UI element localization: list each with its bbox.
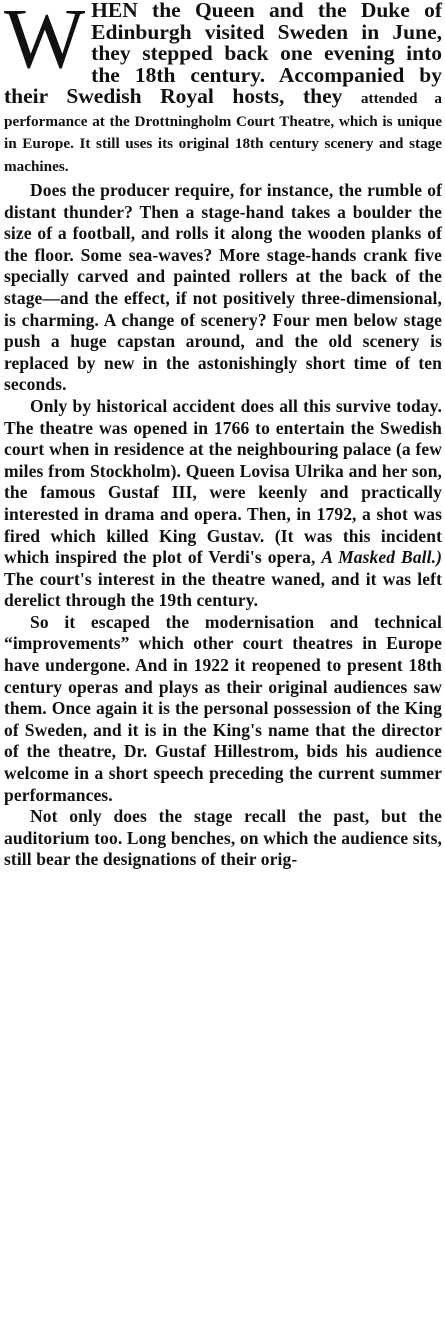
opera-title: A Masked Ball.) xyxy=(321,547,442,568)
lead-paragraph xyxy=(4,0,442,176)
article xyxy=(4,0,442,871)
lead-small-text: attended a performance at the Drottningholm Court Theatre, which is unique in Europe. It still uses its original 18th century scenery and stage machines. xyxy=(4,90,443,175)
paragraph-2-text: Only by historical accident does all this survive today. The theatre was opened in 1766 to entertain the Swedish court when in residence at the neighbouring palace (a few miles from Stockholm). Queen Lovisa Ulrika and her son, the famous Gustaf III, were keenly and practically interested in drama and opera. Then, in 1792, a shot was fired which killed King Gustav. (It was this incident which inspired the plot of Verdi's opera, xyxy=(4,395,442,568)
paragraph-2 xyxy=(4,396,442,612)
paragraph-2-tail: The court's interest in the theatre waned, and it was left derelict through the 19th century. xyxy=(4,568,442,611)
paragraph-1: Does the producer require, for instance, the rumble of distant thunder? Then a stage-hand takes a boulder the size of a football, and rolls it along the wooden planks of the floor. Some sea-waves? More stage-hands crank five specially carved and painted rollers at the back of the stage—and the effect, if not positively three-dimensional, is charming. A change of scenery? Four men below stage push a huge capstan around, and the old scenery is replaced by new in the astonishingly short time of ten seconds. xyxy=(4,180,442,395)
lead-large-text: HEN the Queen and the Duke of Edinburgh visited Sweden in June, they stepped back one evening into the 18th century. Accompanied by their Swedish Royal hosts, they xyxy=(4,0,442,108)
drop-cap: W xyxy=(4,0,86,86)
paragraph-3: So it escaped the modernisation and technical “improvements” which other court theatres in Europe have undergone. And in 1922 it reopened to present 18th century operas and plays as their original audiences saw them. Once again it is the personal possession of the King of Sweden, and it is in the King's name that the director of the theatre, Dr. Gustaf Hillestrom, bids his audience welcome in a short speech preceding the current summer performances. xyxy=(4,611,442,805)
paragraph-4: Not only does the stage recall the past, but the auditorium too. Long benches, on which the audience sits, still bear the designations of their orig- xyxy=(4,806,442,870)
